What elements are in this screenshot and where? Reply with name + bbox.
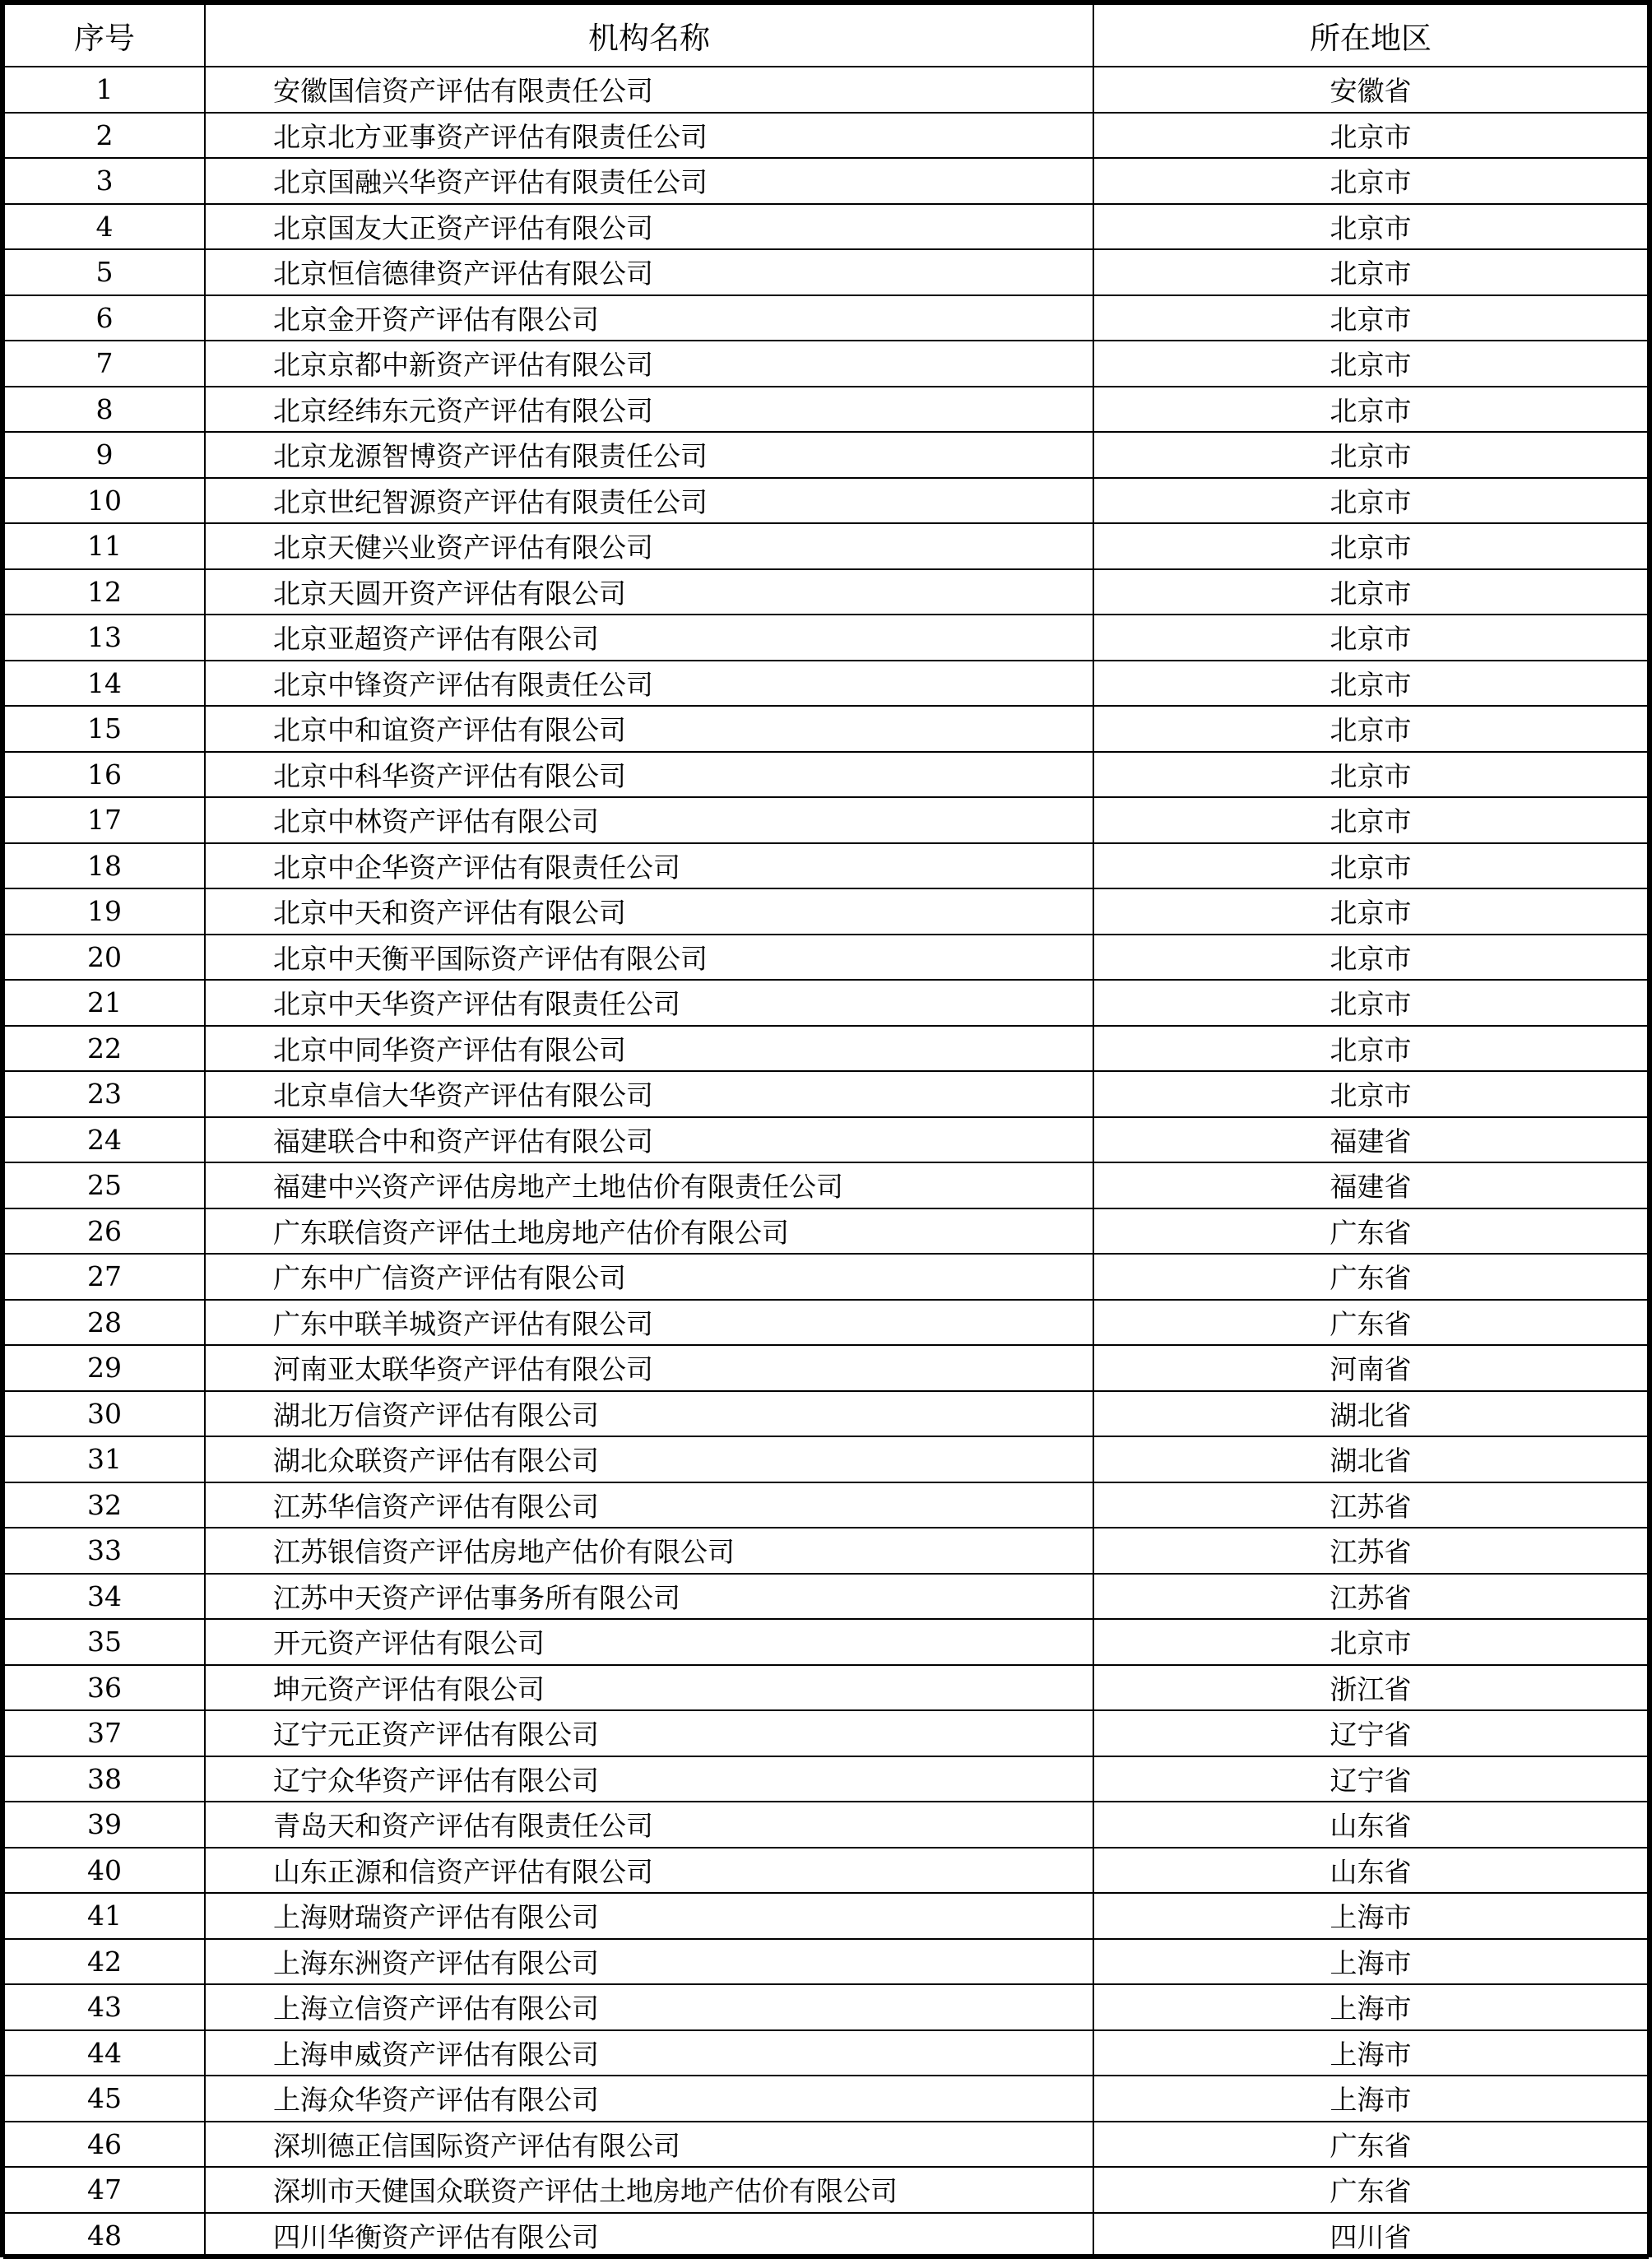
serial-number-cell: 44 xyxy=(4,2030,205,2076)
table-row xyxy=(4,1436,1648,1482)
region-cell: 北京市 xyxy=(1093,569,1648,615)
region-cell: 江苏省 xyxy=(1093,1528,1648,1574)
institution-name-cell: 青岛天和资产评估有限责任公司 xyxy=(205,1802,1093,1848)
institution-name-cell: 安徽国信资产评估有限责任公司 xyxy=(205,67,1093,113)
table-row xyxy=(4,67,1648,113)
serial-number-cell: 25 xyxy=(4,1162,205,1208)
serial-number-cell: 3 xyxy=(4,158,205,204)
institution-name-cell: 上海立信资产评估有限公司 xyxy=(205,1984,1093,2030)
serial-number-cell: 48 xyxy=(4,2213,205,2259)
table-row xyxy=(4,295,1648,341)
region-cell: 北京市 xyxy=(1093,752,1648,798)
serial-number-cell: 36 xyxy=(4,1665,205,1711)
table-row xyxy=(4,1071,1648,1117)
region-cell: 上海市 xyxy=(1093,1939,1648,1985)
institution-name-cell: 北京世纪智源资产评估有限责任公司 xyxy=(205,478,1093,524)
header-region: 所在地区 xyxy=(1093,4,1648,67)
serial-number-cell: 45 xyxy=(4,2076,205,2122)
institution-name-cell: 北京金开资产评估有限公司 xyxy=(205,295,1093,341)
table-body xyxy=(4,67,1648,2258)
serial-number-cell: 10 xyxy=(4,478,205,524)
serial-number-cell: 17 xyxy=(4,797,205,843)
region-cell: 北京市 xyxy=(1093,797,1648,843)
institution-name-cell: 北京天圆开资产评估有限公司 xyxy=(205,569,1093,615)
serial-number-cell: 35 xyxy=(4,1619,205,1665)
institution-name-cell: 北京卓信大华资产评估有限公司 xyxy=(205,1071,1093,1117)
table-row xyxy=(4,1939,1648,1985)
serial-number-cell: 47 xyxy=(4,2167,205,2213)
serial-number-cell: 37 xyxy=(4,1710,205,1756)
serial-number-cell: 9 xyxy=(4,432,205,478)
table-row xyxy=(4,1893,1648,1939)
region-cell: 湖北省 xyxy=(1093,1391,1648,1437)
region-cell: 北京市 xyxy=(1093,706,1648,752)
serial-number-cell: 41 xyxy=(4,1893,205,1939)
table-row xyxy=(4,387,1648,433)
region-cell: 福建省 xyxy=(1093,1162,1648,1208)
region-cell: 北京市 xyxy=(1093,523,1648,569)
institution-name-cell: 湖北万信资产评估有限公司 xyxy=(205,1391,1093,1437)
serial-number-cell: 14 xyxy=(4,661,205,707)
region-cell: 湖北省 xyxy=(1093,1436,1648,1482)
institution-name-cell: 开元资产评估有限公司 xyxy=(205,1619,1093,1665)
serial-number-cell: 34 xyxy=(4,1574,205,1620)
table-row xyxy=(4,1254,1648,1300)
region-cell: 山东省 xyxy=(1093,1802,1648,1848)
serial-number-cell: 30 xyxy=(4,1391,205,1437)
region-cell: 浙江省 xyxy=(1093,1665,1648,1711)
serial-number-cell: 21 xyxy=(4,980,205,1026)
region-cell: 北京市 xyxy=(1093,1619,1648,1665)
institution-name-cell: 上海财瑞资产评估有限公司 xyxy=(205,1893,1093,1939)
table-header-row xyxy=(4,4,1648,67)
table-row xyxy=(4,935,1648,981)
table-row xyxy=(4,2167,1648,2213)
serial-number-cell: 29 xyxy=(4,1345,205,1391)
table-row xyxy=(4,1026,1648,1072)
header-institution-name: 机构名称 xyxy=(205,4,1093,67)
serial-number-cell: 20 xyxy=(4,935,205,981)
region-cell: 广东省 xyxy=(1093,1208,1648,1255)
region-cell: 广东省 xyxy=(1093,1300,1648,1346)
institution-name-cell: 湖北众联资产评估有限公司 xyxy=(205,1436,1093,1482)
table-row xyxy=(4,1300,1648,1346)
serial-number-cell: 12 xyxy=(4,569,205,615)
table-row xyxy=(4,2122,1648,2168)
region-cell: 北京市 xyxy=(1093,295,1648,341)
serial-number-cell: 11 xyxy=(4,523,205,569)
institution-name-cell: 北京京都中新资产评估有限公司 xyxy=(205,341,1093,387)
region-cell: 北京市 xyxy=(1093,843,1648,889)
table-row xyxy=(4,158,1648,204)
institution-name-cell: 北京中企华资产评估有限责任公司 xyxy=(205,843,1093,889)
serial-number-cell: 42 xyxy=(4,1939,205,1985)
region-cell: 广东省 xyxy=(1093,2167,1648,2213)
institution-name-cell: 四川华衡资产评估有限公司 xyxy=(205,2213,1093,2259)
institution-name-cell: 坤元资产评估有限公司 xyxy=(205,1665,1093,1711)
institution-name-cell: 北京中科华资产评估有限公司 xyxy=(205,752,1093,798)
region-cell: 北京市 xyxy=(1093,204,1648,250)
institution-name-cell: 北京亚超资产评估有限公司 xyxy=(205,615,1093,661)
institution-name-cell: 北京龙源智博资产评估有限责任公司 xyxy=(205,432,1093,478)
table-row xyxy=(4,1984,1648,2030)
table-row xyxy=(4,1848,1648,1894)
table-row xyxy=(4,661,1648,707)
region-cell: 北京市 xyxy=(1093,113,1648,159)
table-row xyxy=(4,706,1648,752)
region-cell: 北京市 xyxy=(1093,341,1648,387)
region-cell: 四川省 xyxy=(1093,2213,1648,2259)
region-cell: 上海市 xyxy=(1093,2030,1648,2076)
institution-name-cell: 广东中广信资产评估有限公司 xyxy=(205,1254,1093,1300)
institution-name-cell: 北京中天衡平国际资产评估有限公司 xyxy=(205,935,1093,981)
table-row xyxy=(4,249,1648,295)
region-cell: 北京市 xyxy=(1093,158,1648,204)
serial-number-cell: 40 xyxy=(4,1848,205,1894)
institution-name-cell: 江苏银信资产评估房地产估价有限公司 xyxy=(205,1528,1093,1574)
institution-name-cell: 辽宁元正资产评估有限公司 xyxy=(205,1710,1093,1756)
region-cell: 北京市 xyxy=(1093,249,1648,295)
region-cell: 辽宁省 xyxy=(1093,1756,1648,1802)
region-cell: 上海市 xyxy=(1093,2076,1648,2122)
table-row xyxy=(4,1391,1648,1437)
institution-name-cell: 上海东洲资产评估有限公司 xyxy=(205,1939,1093,1985)
serial-number-cell: 43 xyxy=(4,1984,205,2030)
table-row xyxy=(4,1117,1648,1163)
serial-number-cell: 39 xyxy=(4,1802,205,1848)
serial-number-cell: 2 xyxy=(4,113,205,159)
table-row xyxy=(4,341,1648,387)
table-row xyxy=(4,2076,1648,2122)
serial-number-cell: 4 xyxy=(4,204,205,250)
institution-name-cell: 广东联信资产评估土地房地产估价有限公司 xyxy=(205,1208,1093,1255)
serial-number-cell: 8 xyxy=(4,387,205,433)
table-row xyxy=(4,797,1648,843)
institution-name-cell: 深圳德正信国际资产评估有限公司 xyxy=(205,2122,1093,2168)
table-row xyxy=(4,752,1648,798)
table-row xyxy=(4,615,1648,661)
serial-number-cell: 16 xyxy=(4,752,205,798)
institution-name-cell: 辽宁众华资产评估有限公司 xyxy=(205,1756,1093,1802)
table-row xyxy=(4,888,1648,935)
table-row xyxy=(4,2213,1648,2259)
institution-name-cell: 北京中林资产评估有限公司 xyxy=(205,797,1093,843)
region-cell: 北京市 xyxy=(1093,888,1648,935)
serial-number-cell: 24 xyxy=(4,1117,205,1163)
table-row xyxy=(4,1710,1648,1756)
serial-number-cell: 7 xyxy=(4,341,205,387)
institution-name-cell: 江苏华信资产评估有限公司 xyxy=(205,1482,1093,1528)
serial-number-cell: 18 xyxy=(4,843,205,889)
institution-name-cell: 北京中天华资产评估有限责任公司 xyxy=(205,980,1093,1026)
table-row xyxy=(4,1528,1648,1574)
table-row xyxy=(4,478,1648,524)
institution-name-cell: 北京国融兴华资产评估有限责任公司 xyxy=(205,158,1093,204)
region-cell: 北京市 xyxy=(1093,1026,1648,1072)
region-cell: 广东省 xyxy=(1093,1254,1648,1300)
institution-name-cell: 深圳市天健国众联资产评估土地房地产估价有限公司 xyxy=(205,2167,1093,2213)
region-cell: 北京市 xyxy=(1093,432,1648,478)
institution-name-cell: 北京国友大正资产评估有限公司 xyxy=(205,204,1093,250)
serial-number-cell: 33 xyxy=(4,1528,205,1574)
institution-name-cell: 北京恒信德律资产评估有限公司 xyxy=(205,249,1093,295)
region-cell: 北京市 xyxy=(1093,478,1648,524)
serial-number-cell: 26 xyxy=(4,1208,205,1255)
institution-name-cell: 北京天健兴业资产评估有限公司 xyxy=(205,523,1093,569)
header-serial-number: 序号 xyxy=(4,4,205,67)
serial-number-cell: 31 xyxy=(4,1436,205,1482)
serial-number-cell: 27 xyxy=(4,1254,205,1300)
serial-number-cell: 23 xyxy=(4,1071,205,1117)
region-cell: 上海市 xyxy=(1093,1984,1648,2030)
region-cell: 山东省 xyxy=(1093,1848,1648,1894)
institution-name-cell: 北京中和谊资产评估有限公司 xyxy=(205,706,1093,752)
region-cell: 北京市 xyxy=(1093,935,1648,981)
table-row xyxy=(4,1802,1648,1848)
region-cell: 北京市 xyxy=(1093,615,1648,661)
region-cell: 北京市 xyxy=(1093,1071,1648,1117)
table-row xyxy=(4,1482,1648,1528)
serial-number-cell: 32 xyxy=(4,1482,205,1528)
institution-name-cell: 北京中同华资产评估有限公司 xyxy=(205,1026,1093,1072)
region-cell: 北京市 xyxy=(1093,661,1648,707)
institution-name-cell: 北京北方亚事资产评估有限责任公司 xyxy=(205,113,1093,159)
serial-number-cell: 6 xyxy=(4,295,205,341)
region-cell: 广东省 xyxy=(1093,2122,1648,2168)
region-cell: 河南省 xyxy=(1093,1345,1648,1391)
region-cell: 辽宁省 xyxy=(1093,1710,1648,1756)
institution-name-cell: 北京中天和资产评估有限公司 xyxy=(205,888,1093,935)
region-cell: 江苏省 xyxy=(1093,1482,1648,1528)
table-row xyxy=(4,1619,1648,1665)
serial-number-cell: 13 xyxy=(4,615,205,661)
table-row xyxy=(4,432,1648,478)
institution-name-cell: 江苏中天资产评估事务所有限公司 xyxy=(205,1574,1093,1620)
table-row xyxy=(4,1345,1648,1391)
institution-table xyxy=(3,3,1649,2259)
table-row xyxy=(4,204,1648,250)
institution-name-cell: 上海众华资产评估有限公司 xyxy=(205,2076,1093,2122)
region-cell: 北京市 xyxy=(1093,387,1648,433)
region-cell: 福建省 xyxy=(1093,1117,1648,1163)
serial-number-cell: 15 xyxy=(4,706,205,752)
table-row xyxy=(4,1574,1648,1620)
table-row xyxy=(4,1756,1648,1802)
region-cell: 上海市 xyxy=(1093,1893,1648,1939)
institution-name-cell: 河南亚太联华资产评估有限公司 xyxy=(205,1345,1093,1391)
institution-name-cell: 福建中兴资产评估房地产土地估价有限责任公司 xyxy=(205,1162,1093,1208)
table-row xyxy=(4,1162,1648,1208)
serial-number-cell: 1 xyxy=(4,67,205,113)
serial-number-cell: 5 xyxy=(4,249,205,295)
table-row xyxy=(4,1665,1648,1711)
table-row xyxy=(4,113,1648,159)
region-cell: 江苏省 xyxy=(1093,1574,1648,1620)
table-row xyxy=(4,1208,1648,1255)
institution-name-cell: 山东正源和信资产评估有限公司 xyxy=(205,1848,1093,1894)
institution-name-cell: 北京中锋资产评估有限责任公司 xyxy=(205,661,1093,707)
serial-number-cell: 22 xyxy=(4,1026,205,1072)
table-row xyxy=(4,569,1648,615)
institution-name-cell: 上海申威资产评估有限公司 xyxy=(205,2030,1093,2076)
table-row xyxy=(4,980,1648,1026)
table-row xyxy=(4,523,1648,569)
region-cell: 北京市 xyxy=(1093,980,1648,1026)
serial-number-cell: 38 xyxy=(4,1756,205,1802)
table-row xyxy=(4,843,1648,889)
serial-number-cell: 19 xyxy=(4,888,205,935)
region-cell: 安徽省 xyxy=(1093,67,1648,113)
institution-name-cell: 广东中联羊城资产评估有限公司 xyxy=(205,1300,1093,1346)
serial-number-cell: 46 xyxy=(4,2122,205,2168)
institution-name-cell: 北京经纬东元资产评估有限公司 xyxy=(205,387,1093,433)
serial-number-cell: 28 xyxy=(4,1300,205,1346)
table-row xyxy=(4,2030,1648,2076)
institution-name-cell: 福建联合中和资产评估有限公司 xyxy=(205,1117,1093,1163)
